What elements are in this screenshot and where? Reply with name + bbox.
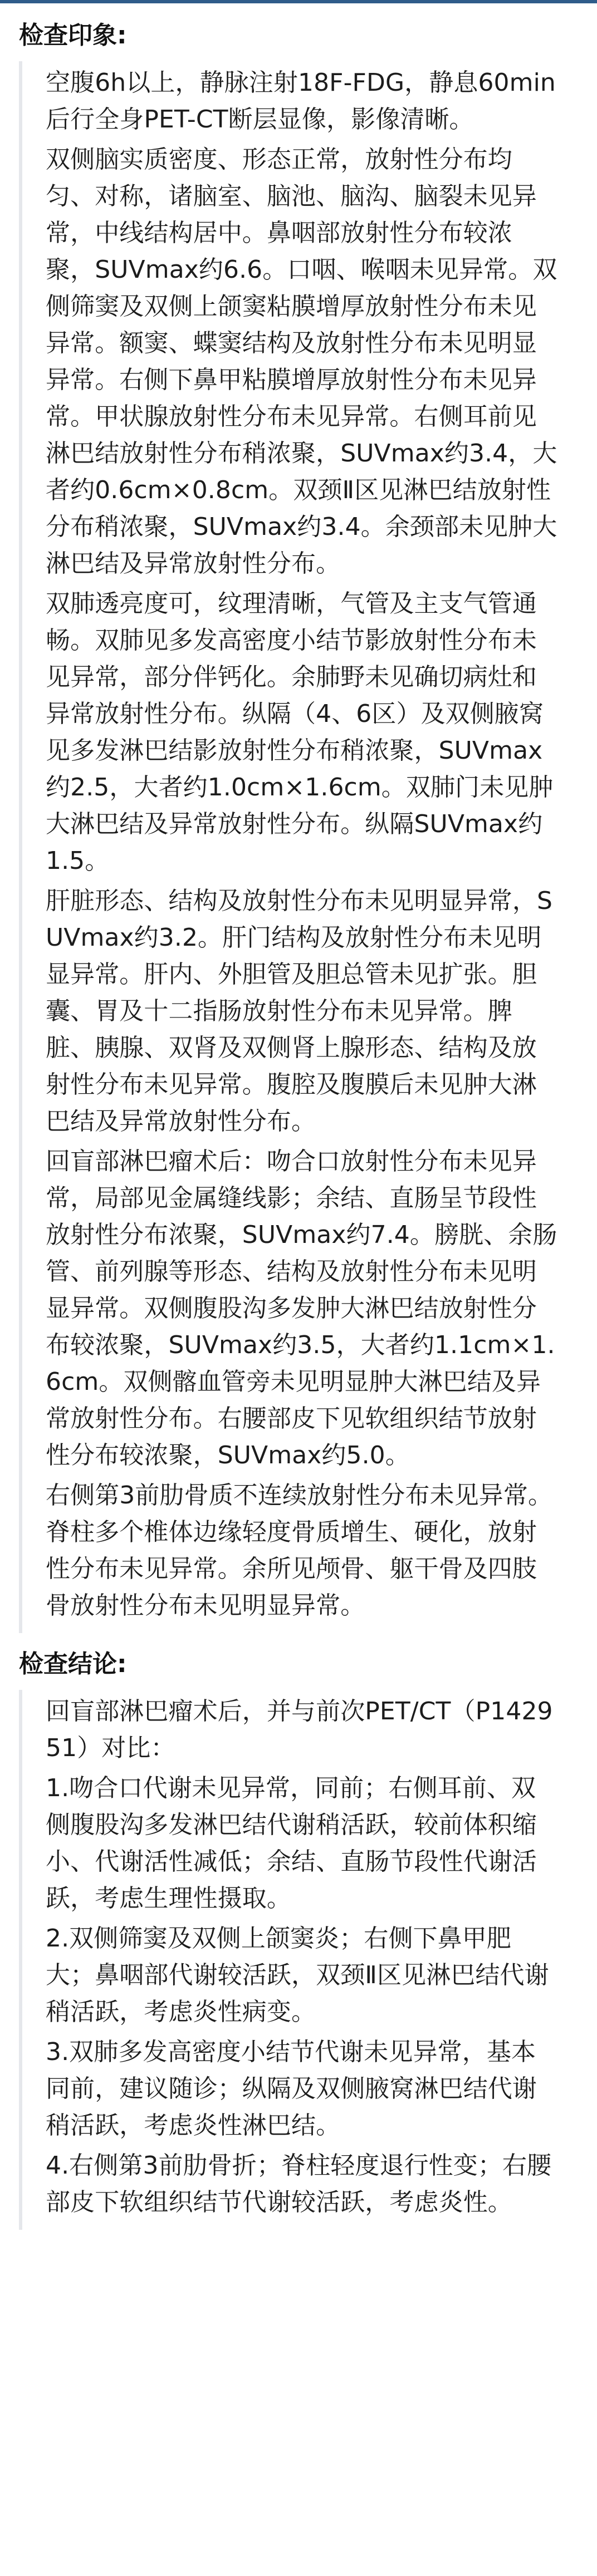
report-body	[0, 3, 597, 2230]
findings-content	[19, 61, 580, 1633]
conclusion-heading: 检查结论:	[19, 1650, 127, 1678]
findings-paragraph-pelvis: 回盲部淋巴瘤术后：吻合口放射性分布未见异常，局部见金属缝线影；余结、直肠呈节段性放射性分布浓聚，SUVmax约7.4。膀胱、余肠管、前列腺等形态、结构及放射性分布未见明显异常。双侧腹股沟多发肿大淋巴结放射性分布较浓聚，SUVmax约3.5，大者约1.1cm×1.6cm。双侧髂血管旁未见明显肿大淋巴结及异常放射性分布。右腰部皮下见软组织结节放射性分布较浓聚，SUVmax约5.0。	[46, 1147, 557, 1469]
findings-paragraph-bones: 右侧第3前肋骨质不连续放射性分布未见异常。脊柱多个椎体边缘轻度骨质增生、硬化，放射性分布未见异常。余所见颅骨、躯干骨及四肢骨放射性分布未见明显异常。	[46, 1481, 553, 1620]
conclusion-item-2: 2.双侧筛窦及双侧上颌窦炎；右侧下鼻甲肥大；鼻咽部代谢较活跃，双颈Ⅱ区见淋巴结代谢稍活跃，考虑炎性病变。	[46, 1924, 549, 2026]
findings-paragraph-imaging-protocol: 空腹6h以上，静脉注射18F-FDG，静息60min后行全身PET-CT断层显像，影像清晰。	[46, 68, 556, 134]
findings-heading: 检查印象:	[19, 21, 127, 50]
conclusion-item-3: 3.双肺多发高密度小结节代谢未见异常，基本同前，建议随诊；纵隔及双侧腋窝淋巴结代谢稍活跃，考虑炎性淋巴结。	[46, 2038, 537, 2140]
findings-paragraph-head-neck: 双侧脑实质密度、形态正常，放射性分布均匀、对称，诸脑室、脑池、脑沟、脑裂未见异常，中线结构居中。鼻咽部放射性分布较浓聚，SUVmax约6.6。口咽、喉咽未见异常。双侧筛窦及双侧上颌窦粘膜增厚放射性分布未见异常。额窦、蝶窦结构及放射性分布未见明显异常。右侧下鼻甲粘膜增厚放射性分布未见异常。甲状腺放射性分布未见异常。右侧耳前见淋巴结放射性分布稍浓聚，SUVmax约3.4，大者约0.6cm×0.8cm。双颈Ⅱ区见淋巴结放射性分布稍浓聚，SUVmax约3.4。余颈部未见肿大淋巴结及异常放射性分布。	[46, 145, 557, 578]
findings-paragraph-abdomen: 肝脏形态、结构及放射性分布未见明显异常，SUVmax约3.2。肝门结构及放射性分布未见明显异常。肝内、外胆管及胆总管未见扩张。胆囊、胃及十二指肠放射性分布未见异常。脾脏、胰腺、双肾及双侧肾上腺形态、结构及放射性分布未见异常。腹腔及腹膜后未见肿大淋巴结及异常放射性分布。	[46, 887, 553, 1135]
conclusion-item-1: 1.吻合口代谢未见异常，同前；右侧耳前、双侧腹股沟多发淋巴结代谢稍活跃，较前体积缩小、代谢活性减低；余结、直肠节段性代谢活跃，考虑生理性摄取。	[46, 1774, 537, 1913]
conclusion-content	[19, 1690, 580, 2230]
findings-paragraph-chest: 双肺透亮度可，纹理清晰，气管及主支气管通畅。双肺见多发高密度小结节影放射性分布未见异常，部分伴钙化。余肺野未见确切病灶和异常放射性分布。纵隔（4、6区）及双侧腋窝见多发淋巴结影放射性分布稍浓聚，SUVmax约2.5，大者约1.0cm×1.6cm。双肺门未见肿大淋巴结及异常放射性分布。纵隔SUVmax约1.5。	[46, 589, 554, 875]
conclusion-intro: 回盲部淋巴瘤术后，并与前次PET/CT（P142951）对比：	[46, 1697, 553, 1762]
conclusion-item-4: 4.右侧第3前肋骨折；脊柱轻度退行性变；右腰部皮下软组织结节代谢较活跃，考虑炎性。	[46, 2151, 552, 2216]
